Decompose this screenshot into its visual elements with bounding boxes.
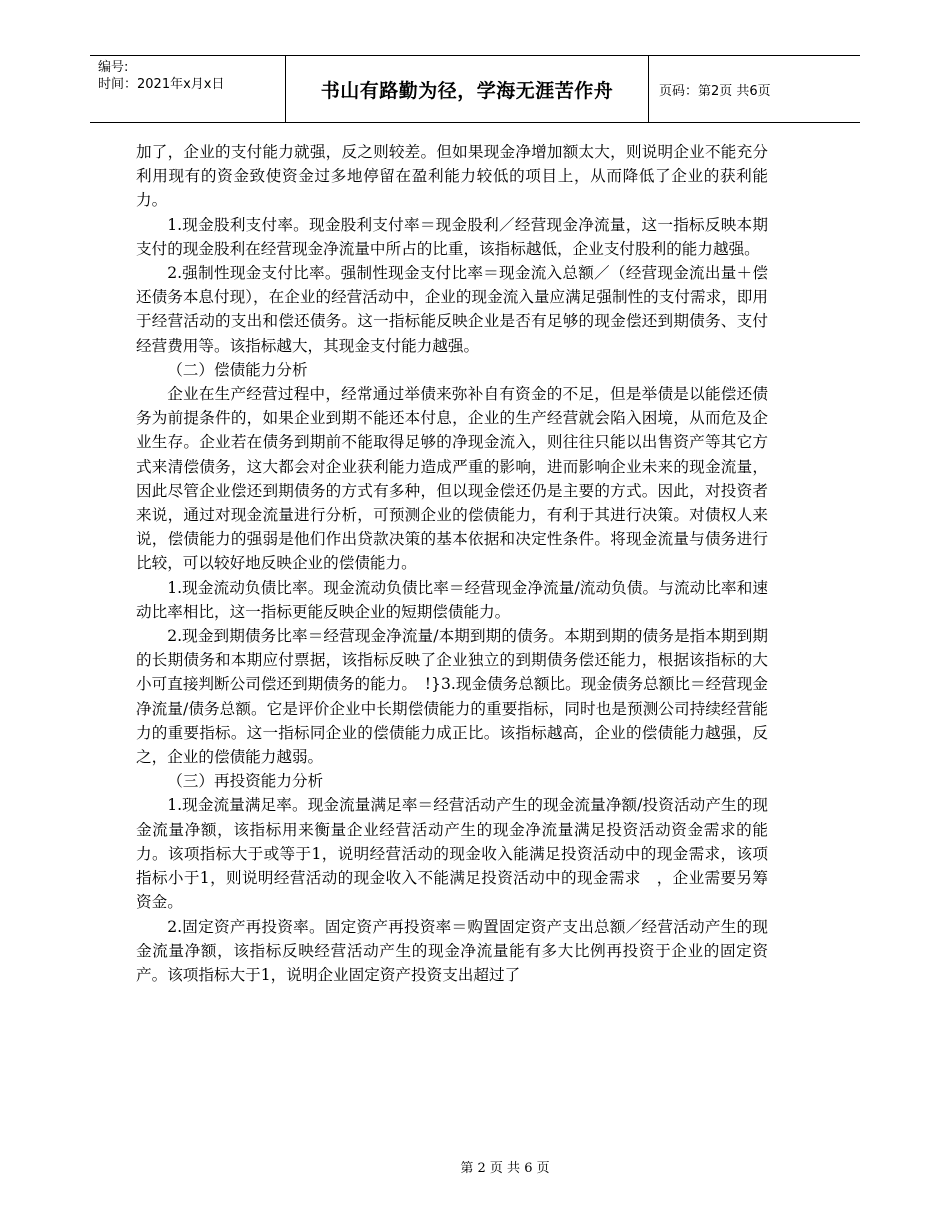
- header-motto: 书山有路勤为径，学海无涯苦作舟: [285, 56, 649, 122]
- page-footer: 第 2 页 共 6 页: [460, 1161, 550, 1176]
- header-page-info: 页码：第2页 共6页: [659, 83, 771, 99]
- header-meta: [90, 56, 285, 122]
- time-label: 时间：2021年x月x日: [98, 77, 225, 92]
- section-heading: （二）偿债能力分析: [167, 360, 308, 379]
- paragraph: 1.现金流动负债比率。现金流动负债比率＝经营现金净流量/流动负债。与流动比率和速动比率相比，这一指标更能反映企业的短期偿债能力。: [136, 578, 768, 621]
- paragraph: 加了，企业的支付能力就强，反之则较差。但如果现金净增加额太大，则说明企业不能充分利用现有的资金致使资金过多地停留在盈利能力较低的项目上，从而降低了企业的获利能力。: [136, 143, 768, 210]
- paragraph: 2.强制性现金支付比率。强制性现金支付比率＝现金流入总额／（经营现金流出量＋偿还债务本息付现），在企业的经营活动中，企业的现金流入量应满足强制性的支付需求，即用于经营活动的支出和偿还债务。这一指标能反映企业是否有足够的现金偿还到期债务、支付经营费用等。该指标越大，其现金支付能力越强。: [136, 264, 768, 355]
- number-label: 编号:: [98, 60, 129, 75]
- section-heading: （三）再投资能力分析: [167, 772, 324, 791]
- document-body: [136, 140, 768, 987]
- paragraph: 1.现金股利支付率。现金股利支付率＝现金股利／经营现金净流量，这一指标反映本期支付的现金股利在经营现金净流量中所占的比重，该指标越低，企业支付股利的能力越强。: [136, 215, 768, 258]
- paragraph: 企业在生产经营过程中，经常通过举债来弥补自有资金的不足，但是举债是以能偿还债务为前提条件的，如果企业到期不能还本付息，企业的生产经营就会陷入困境，从而危及企业生存。企业若在债务到期前不能取得足够的净现金流入，则往往只能以出售资产等其它方式来清偿债务，这大都会对企业获利能力造成严重的影响，进而影响企业未来的现金流量，因此尽管企业偿还到期债务的方式有多种，但以现金偿还仍是主要的方式。因此，对投资者来说，通过对现金流量进行分析，可预测企业的偿债能力，有利于其进行决策。对债权人来说，偿债能力的强弱是他们作出贷款决策的基本依据和决定性条件。将现金流量与债务进行比较，可以较好地反映企业的偿债能力。: [136, 385, 768, 573]
- paragraph: 1.现金流量满足率。现金流量满足率＝经营活动产生的现金流量净额/投资活动产生的现金流量净额，该指标用来衡量企业经营活动产生的现金净流量满足投资活动资金需求的能力。该项指标大于或等于1，说明经营活动的现金收入能满足投资活动中的现金需求，该项指标小于1，则说明经营活动的现金收入不能满足投资活动中的现金需求 ，企业需要另筹资金。: [136, 796, 768, 912]
- page-header: [90, 55, 860, 123]
- paragraph: 2.固定资产再投资率。固定资产再投资率＝购置固定资产支出总额／经营活动产生的现金流量净额，该指标反映经营活动产生的现金净流量能有多大比例再投资于企业的固定资产。该项指标大于1，说明企业固定资产投资支出超过了: [136, 917, 768, 984]
- paragraph: 2.现金到期债务比率＝经营现金净流量/本期到期的债务。本期到期的债务是指本期到期的长期债务和本期应付票据，该指标反映了企业独立的到期债务偿还能力，根据该指标的大小可直接判断公司偿还到期债务的能力。 !}3.现金债务总额比。现金债务总额比＝经营现金净流量/债务总额。它是评价企业中长期偿债能力的重要指标，同时也是预测公司持续经营能力的重要指标。这一指标同企业的偿债能力成正比。该指标越高，企业的偿债能力越强，反之，企业的偿债能力越弱。: [136, 627, 768, 767]
